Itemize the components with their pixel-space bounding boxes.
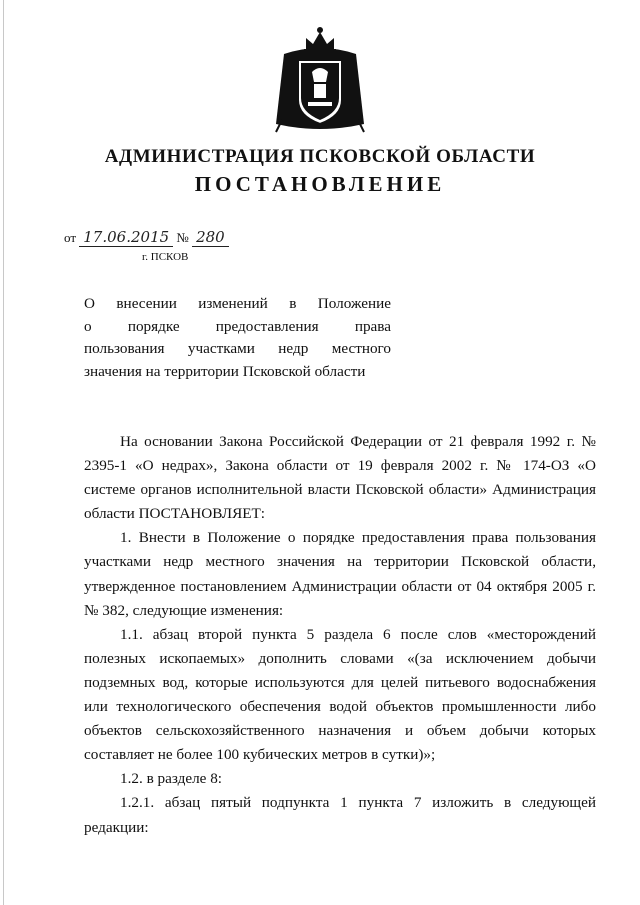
date-prefix: от [64, 230, 77, 245]
paragraph-item-1-2-1: 1.2.1. абзац пятый подпункта 1 пункта 7 изложить в следующей редакции: [84, 794, 596, 836]
number-prefix: № [176, 230, 189, 245]
page-edge-line [3, 0, 4, 905]
organization-title: АДМИНИСТРАЦИЯ ПСКОВСКОЙ ОБЛАСТИ [104, 146, 536, 167]
paragraph-item-1-2: 1.2. в разделе 8: [120, 770, 223, 788]
date-handwritten: 17.06.2015 [79, 228, 173, 247]
subject-block [84, 293, 391, 383]
coat-of-arms-icon [270, 24, 370, 134]
paragraph-item-1-1: 1.1. абзац второй пункта 5 раздела 6 после слов «месторождений полезных ископаемых» дополнить словами «(за исключением добычи подземных вод, которые используются для целей питьевого водоснабжения или технологического обеспечения водой объектов промышленности либо объектов сельскохозяйственного назначения и объем добычи которых составляет не более 100 кубических метров в сутки)»; [84, 625, 596, 764]
subject-line: О внесении изменений в Положение [84, 295, 391, 312]
city-label: г. ПСКОВ [142, 251, 189, 263]
number-handwritten: 280 [192, 228, 229, 247]
body-text [84, 430, 596, 840]
subject-line: значения на территории Псковской области [84, 362, 366, 380]
paragraph-item-1: 1. Внести в Положение о порядке предоставления права пользования участками недр местного значения на территории Псковской области, утвержденное постановлением Администрации области от 04 октября 2005 г. № 382, следующие изменения: [84, 529, 596, 619]
document-type-title: ПОСТАНОВЛЕНИЕ [194, 172, 446, 196]
subject-line: о порядке предоставления права [84, 317, 391, 335]
paragraph-preamble: На основании Закона Российской Федерации от 21 февраля 1992 г. № 2395-1 «О недрах», Закона области от 19 февраля 2002 г. № 174-ОЗ «О системе органов исполнительной власти Псковской области» Администрация области ПОСТАНОВЛЯЕТ: [84, 433, 596, 523]
subject-line: пользования участками недр местного [84, 340, 391, 357]
date-number-line [64, 228, 229, 247]
